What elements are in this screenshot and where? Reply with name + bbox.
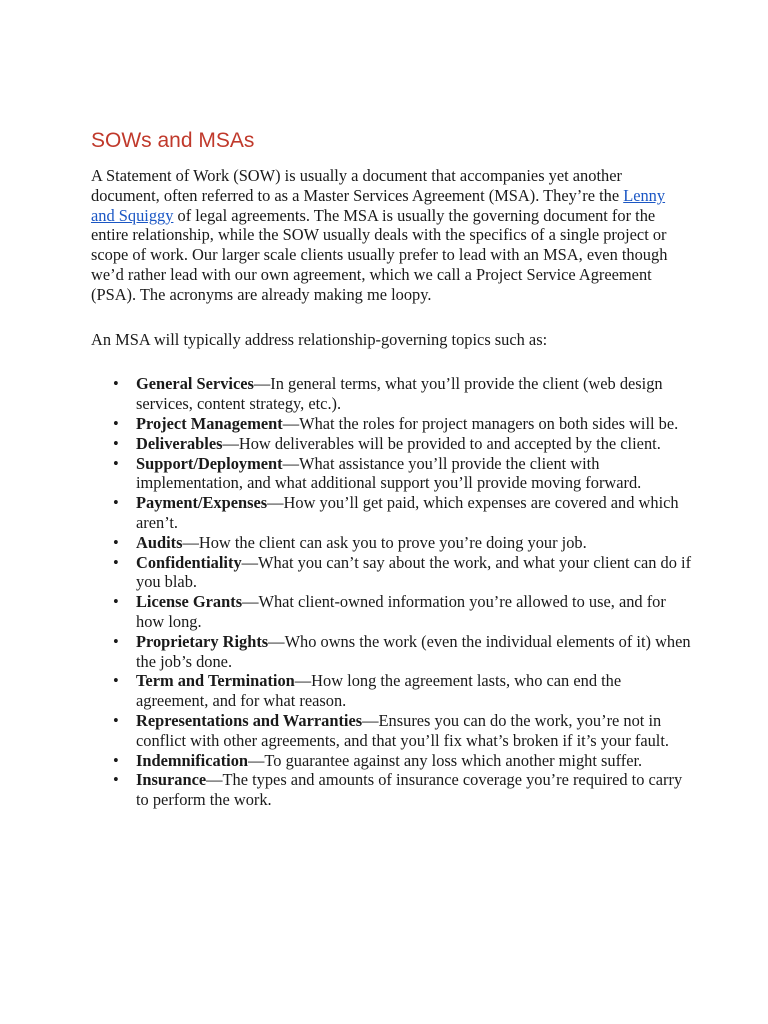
bullet-icon: • <box>113 750 119 770</box>
topic-description: —How you’ll get paid, which expenses are covered and which aren’t. <box>136 493 679 532</box>
topic-description: —What the roles for project managers on both sides will be. <box>282 413 679 433</box>
list-item <box>91 454 692 494</box>
list-item <box>91 592 692 632</box>
topic-term: License Grants <box>136 592 243 612</box>
topic-description: —In general terms, what you’ll provide the client (web design services, content strategy, etc.). <box>136 374 663 414</box>
bullet-icon: • <box>113 710 119 730</box>
list-item <box>91 632 692 672</box>
list-item <box>91 553 692 593</box>
topic-term: General Services <box>136 374 254 394</box>
intro-paragraph: An MSA will typically address relationship-governing topics such as: <box>91 329 548 349</box>
topic-description: —To guarantee against any loss which another might suffer. <box>248 750 643 770</box>
bullet-icon: • <box>113 552 119 572</box>
bullet-icon: • <box>113 433 119 453</box>
section-heading: SOWs and MSAs <box>91 129 255 152</box>
topic-term: Representations and Warranties <box>136 710 363 730</box>
topic-description: —How deliverables will be provided to and accepted by the client. <box>222 433 661 453</box>
paragraph-text-after-link: of legal agreements. The MSA is usually the governing document for the entire relationship, while the SOW usually deals with the specifics of a single project or scope of work. Our larger scale clients usually prefer to lead with an MSA, even though we’d rather lead with our own agreement, which we call a Project Service Agreement (PSA). The acronyms are already making me loopy. <box>91 205 668 304</box>
topic-term: Support/Deployment <box>136 453 283 473</box>
bullet-icon: • <box>113 631 119 651</box>
list-item <box>91 533 692 553</box>
bullet-icon: • <box>113 493 119 513</box>
topic-description: —How long the agreement lasts, who can end the agreement, and for what reason. <box>136 671 622 711</box>
list-item <box>91 711 692 751</box>
list-item <box>91 493 692 533</box>
topic-term: Confidentiality <box>136 552 242 572</box>
list-item <box>91 434 692 454</box>
body-paragraph <box>91 166 691 305</box>
topic-description: —Ensures you can do the work, you’re not in conflict with other agreements, and that you’ll fix what’s broken if it’s your fault. <box>136 710 670 750</box>
list-item <box>91 374 692 414</box>
topic-term: Payment/Expenses <box>136 493 268 513</box>
bullet-icon: • <box>113 592 119 612</box>
bullet-icon: • <box>113 374 119 394</box>
list-item <box>91 770 692 810</box>
list-item <box>91 671 692 711</box>
list-item <box>91 414 692 434</box>
topic-description: —The types and amounts of insurance coverage you’re required to carry to perform the work. <box>136 770 683 810</box>
bullet-icon: • <box>113 453 119 473</box>
topics-list <box>91 374 708 810</box>
topic-term: Term and Termination <box>136 671 295 691</box>
topic-description: —What you can’t say about the work, and what your client can do if you blab. <box>136 552 692 592</box>
bullet-icon: • <box>113 770 119 790</box>
topic-description: —How the client can ask you to prove you’re doing your job. <box>182 532 587 552</box>
bullet-icon: • <box>113 413 119 433</box>
topic-description: —What client-owned information you’re allowed to use, and for how long. <box>136 592 666 631</box>
topic-term: Audits <box>136 532 183 552</box>
bullet-icon: • <box>113 671 119 691</box>
topic-description: —What assistance you’ll provide the client with implementation, and what additional support you’ll provide moving forward. <box>136 453 642 493</box>
topic-description: —Who owns the work (even the individual elements of it) when the job’s done. <box>136 631 691 671</box>
lenny-and-squiggy-link[interactable]: Lenny and Squiggy <box>91 185 666 225</box>
topic-term: Proprietary Rights <box>136 631 269 651</box>
paragraph-text-before-link: A Statement of Work (SOW) is usually a document that accompanies yet another document, often referred to as a Master Services Agreement (MSA). They’re the <box>91 166 624 205</box>
topic-term: Insurance <box>136 770 207 790</box>
topic-term: Indemnification <box>136 750 249 770</box>
topic-term: Project Management <box>136 413 283 433</box>
topic-term: Deliverables <box>136 433 223 453</box>
list-item <box>91 751 692 771</box>
bullet-icon: • <box>113 532 119 552</box>
